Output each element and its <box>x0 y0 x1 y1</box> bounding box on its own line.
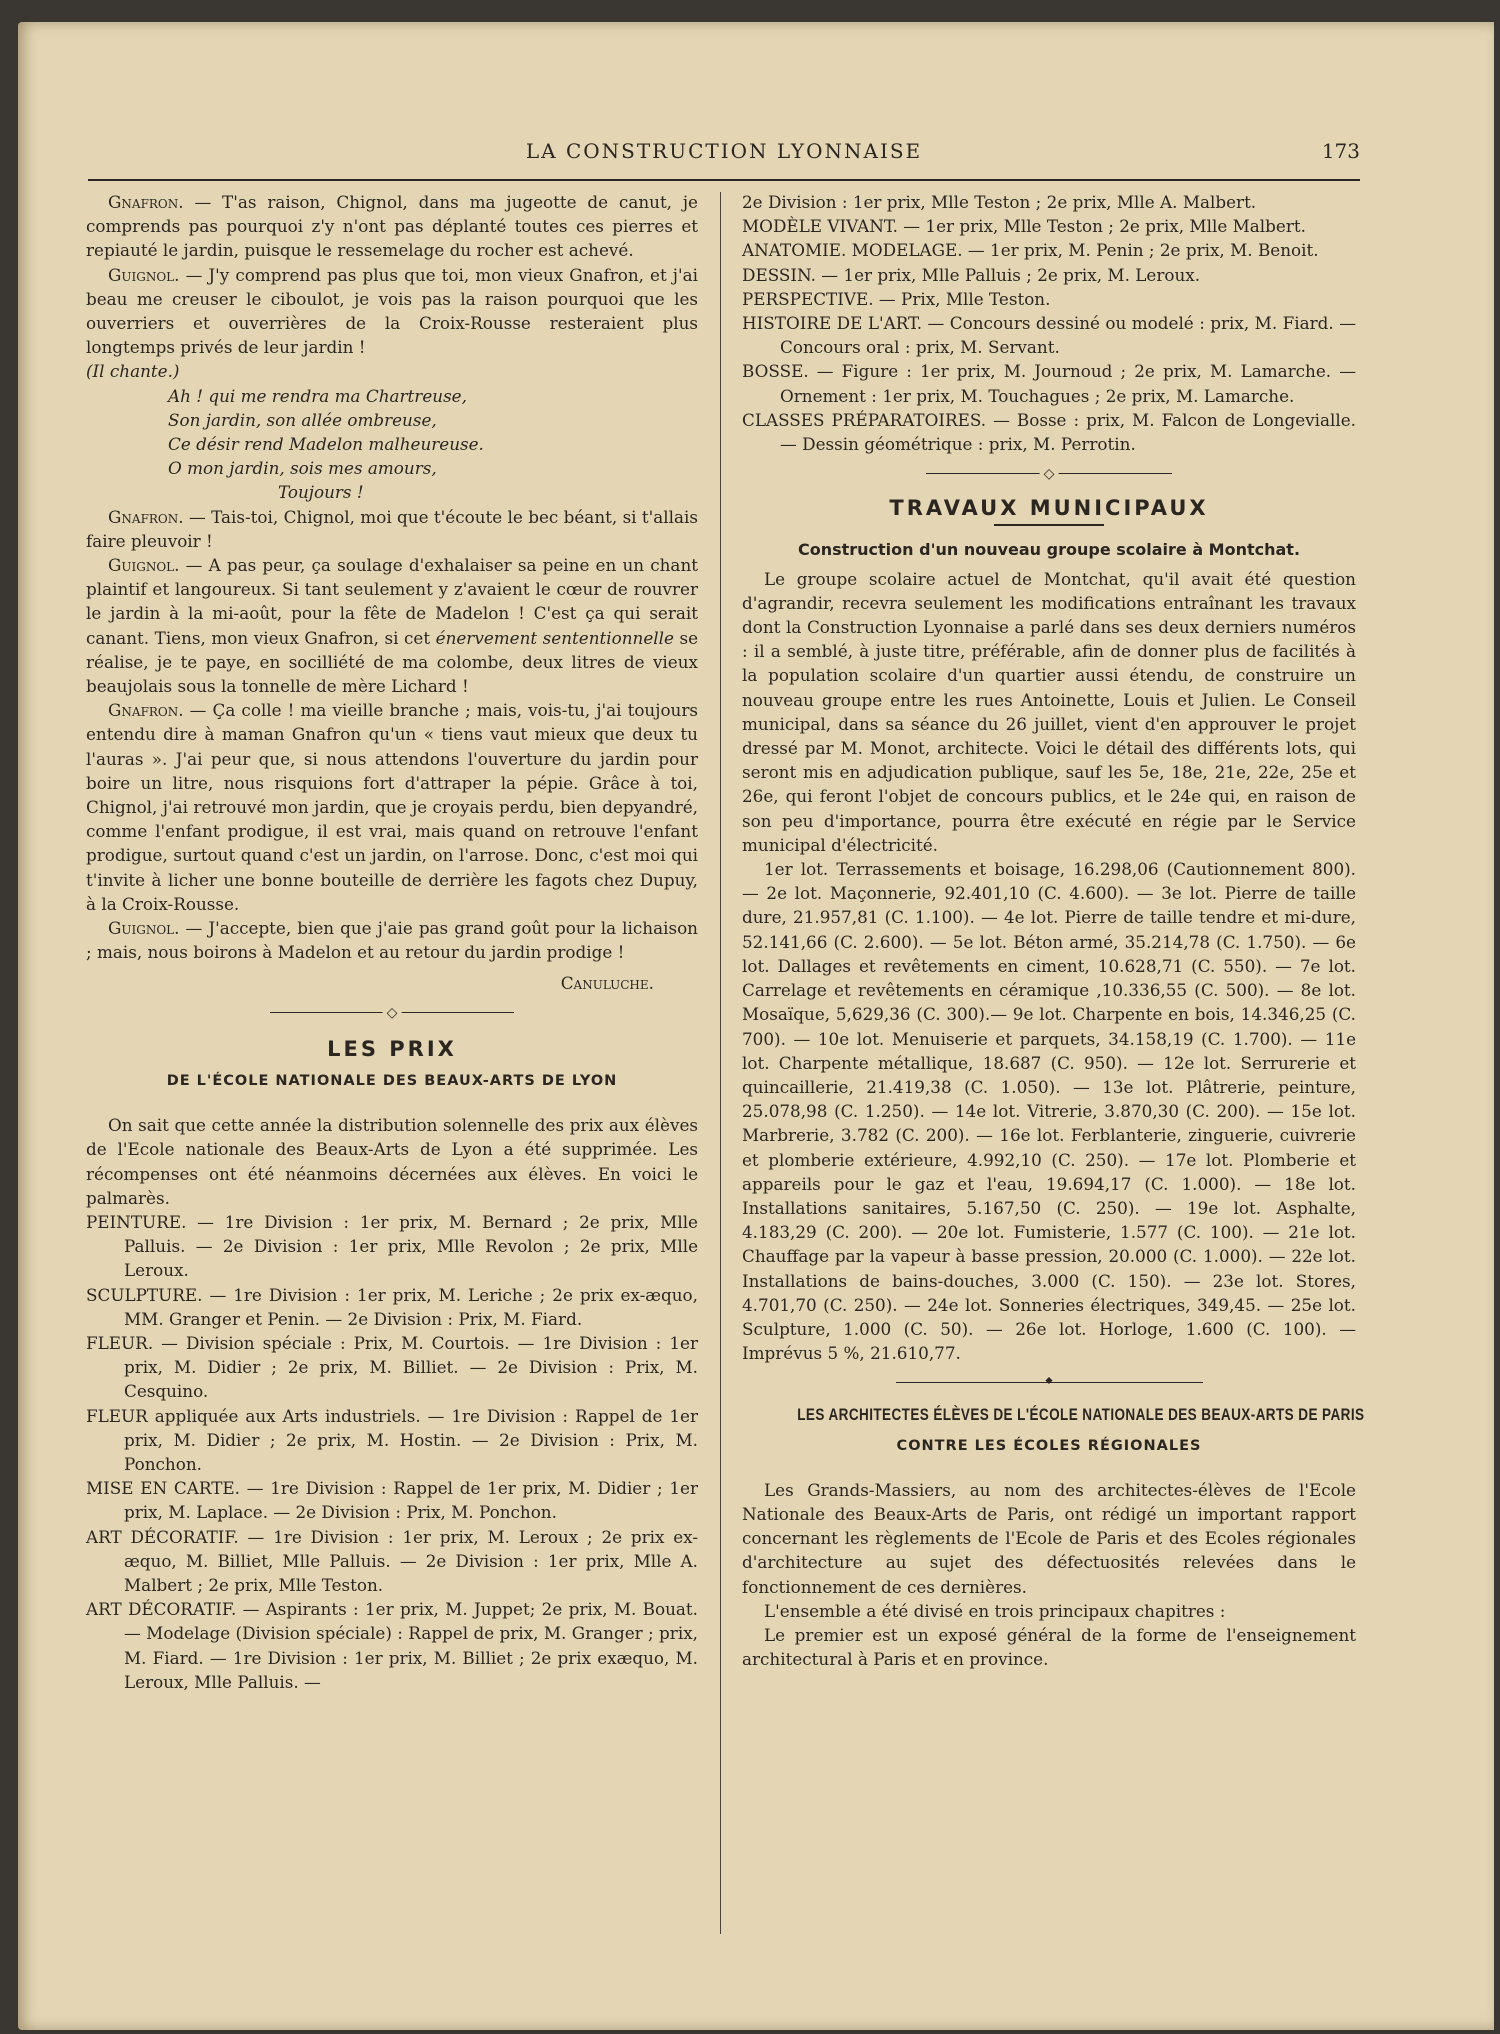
dialogue-text: — Ça colle ! ma vieille branche ; mais, vois-tu, j'ai toujours entendu dire à maman Gnafron qu'un « tiens vaut mieux que deux tu l'auras ». J'ai peur que, si nous attendons l'ouverture du jardin pour boire un litre, nous risquions fort d'attraper la pépie. Grâce à toi, Chignol, j'ai retrouvé mon jardin, que je croyais perdu, bien depyandré, comme l'enfant prodigue, il est vrai, mais quand on retrouve l'enfant prodigue, surtout quand c'est un jardin, on l'arrose. Donc, c'est moi qui t'invite à licher une bonne bouteille de derrière les fagots chez Dupuy, à la Croix-Rousse. <box>86 700 698 914</box>
speaker-name: Gnafron. <box>108 506 184 527</box>
right-column <box>742 190 1365 1671</box>
prize-entry: PEINTURE. — 1re Division : 1er prix, M. Bernard ; 2e prix, Mlle Palluis. — 2e Division : 1er prix, Mlle Revolon ; 2e prix, Mlle Leroux. <box>86 1211 698 1281</box>
dialogue-line <box>86 263 698 360</box>
diamond-ornament <box>1045 1377 1052 1384</box>
song-verse <box>86 384 698 505</box>
prize-entry: PERSPECTIVE. — Prix, Mlle Teston. <box>742 288 1051 309</box>
section-subtitle: Construction d'un nouveau groupe scolaire à Montchat. <box>797 540 1301 560</box>
stage-direction: (Il chante.) <box>86 361 180 382</box>
dialogue-text: — J'accepte, bien que j'aie pas grand goût pour la lichaison ; mais, nous boirons à Madelon et au retour du jardin prodige ! <box>86 918 698 963</box>
dialogue-text: se réalise, je te paye, en socilliété de ma colombe, deux litres de vieux beaujolais sous la tonnelle de mère Lichard ! <box>86 627 699 697</box>
italic-phrase: énervement sententionnelle <box>435 627 674 648</box>
diamond-ornament: ◇ <box>1040 462 1059 486</box>
prize-entry: FLEUR. — Division spéciale : Prix, M. Courtois. — 1re Division : 1er prix, M. Didier ; 2e prix, M. Billiet. — 2e Division : Prix, M. Cesquino. <box>86 1332 698 1402</box>
paragraph: Le groupe scolaire actuel de Montchat, qu'il avait été question d'agrandir, recevra seulement les modifications entraînant les travaux dont la Construction Lyonnaise a parlé dans ses deux derniers numéros : il a semblé, à juste titre, préférable, afin de donner plus de facilités à la population scolaire d'un quartier aussi étendu, de construire un nouveau groupe entre les rues Antoinette, Louis et Julien. Le Conseil municipal, dans sa séance du 26 juillet, vient d'en approuver le projet dressé par M. Monot, architecte. Voici le détail des différents lots, qui seront mis en adjudication publique, sauf les 5e, 18e, 21e, 22e, 25e et 26e, qui feront l'objet de concours publics, et le 24e qui, en raison de son peu d'importance, pourra être exécuté en régie par le Service municipal d'électricité. <box>742 568 1356 855</box>
prize-entry: ART DÉCORATIF. — 1re Division : 1er prix, M. Leroux ; 2e prix ex-æquo, M. Billiet, Mlle Palluis. — 2e Division : 1er prix, Mlle A. Malbert ; 2e prix, Mlle Teston. <box>86 1526 698 1595</box>
dialogue-line <box>86 505 698 553</box>
prize-entry: BOSSE. — Figure : 1er prix, M. Journoud ; 2e prix, M. Lamarche. — Ornement : 1er prix, M. Touchagues ; 2e prix, M. Lamarche. <box>742 361 1356 406</box>
prize-entry: 2e Division : 1er prix, Mlle Teston ; 2e prix, Mlle A. Malbert. <box>742 192 1257 212</box>
paragraph: On sait que cette année la distribution solennelle des prix aux élèves de l'Ecole nationale des Beaux-Arts de Lyon a été supprimée. Les récompenses ont été néanmoins décernées aux élèves. En voici le palmarès. <box>86 1115 698 1208</box>
page <box>18 22 1494 2030</box>
section-subtitle: DE L'ÉCOLE NATIONALE DES BEAUX-ARTS DE LYON <box>166 1072 618 1089</box>
dialogue-line <box>86 698 698 916</box>
section-subtitle: CONTRE LES ÉCOLES RÉGIONALES <box>896 1437 1202 1454</box>
section-title: TRAVAUX MUNICIPAUX <box>889 496 1209 521</box>
section-title: LES ARCHITECTES ÉLÈVES DE L'ÉCOLE NATIONALE DES BEAUX-ARTS DE PARIS <box>797 1406 1365 1425</box>
paragraph: 1er lot. Terrassements et boisage, 16.298,06 (Cautionnement 800). — 2e lot. Maçonnerie, 92.401,10 (C. 4.600). — 3e lot. Pierre de taille dure, 21.957,81 (C. 1.100). — 4e lot. Pierre de taille tendre et mi-dure, 52.141,66 (C. 2.600). — 5e lot. Béton armé, 35.214,78 (C. 1.750). — 6e lot. Dallages et revêtements en ciment, 10.628,71 (C. 550). — 7e lot. Carrelage et revêtements en céramique ,10.336,55 (C. 500). — 8e lot. Mosaïque, 5,629,36 (C. 300).— 9e lot. Charpente en bois, 14.346,25 (C. 700). — 10e lot. Menuiserie et parquets, 34.158,19 (C. 1.700). — 11e lot. Charpente métallique, 18.687 (C. 950). — 12e lot. Serrurerie et quincaillerie, 21.419,38 (C. 1.050). — 13e lot. Plâtrerie, peinture, 25.078,98 (C. 1.250). — 14e lot. Vitrerie, 3.870,30 (C. 200). — 15e lot. Marbrerie, 3.782 (C. 200). — 16e lot. Ferblanterie, zinguerie, cuivrerie et plomberie extérieure, 4.992,10 (C. 250). — 17e lot. Plomberie et appareils pour le gaz et l'eau, 19.694,17 (C. 1.000). — 18e lot. Installations sanitaires, 5.167,50 (C. 250). — 19e lot. Asphalte, 4.183,29 (C. 200). — 20e lot. Fumisterie, 1.577 (C. 100). — 21e lot. Chauffage par la vapeur à basse pression, 20.000 (C. 1.000). — 22e lot. Installations de bains-douches, 3.000 (C. 150). — 23e lot. Stores, 4.701,70 (C. 250). — 24e lot. Sonneries électriques, 349,45. — 25e lot. Sculpture, 1.000 (C. 50). — 26e lot. Horloge, 1.600 (C. 100). — Imprévus 5 %, 21.610,77. <box>742 859 1356 1364</box>
prize-entry: CLASSES PRÉPARATOIRES. — Bosse : prix, M. Falcon de Longevialle. — Dessin géométrique : prix, M. Perrotin. <box>742 409 1356 455</box>
left-column <box>86 190 698 1694</box>
verse-line: O mon jardin, sois mes amours, <box>168 458 437 479</box>
dialogue-line <box>86 190 698 263</box>
verse-line: Son jardin, son allée ombreuse, <box>168 409 437 430</box>
running-header <box>88 117 1360 181</box>
running-title: LA CONSTRUCTION LYONNAISE <box>525 139 923 163</box>
section-divider <box>742 1375 1356 1389</box>
diamond-ornament: ◇ <box>383 1001 402 1025</box>
title-underline <box>994 524 1104 526</box>
prize-entry: SCULPTURE. — 1re Division : 1er prix, M. Leriche ; 2e prix ex-æquo, MM. Granger et Penin. — 2e Division : Prix, M. Fiard. <box>86 1284 698 1329</box>
paragraph: L'ensemble a été divisé en trois principaux chapitres : <box>764 1600 1226 1621</box>
prize-entry: MODÈLE VIVANT. — 1er prix, Mlle Teston ; 2e prix, Mlle Malbert. <box>742 216 1306 237</box>
paragraph: Les Grands-Massiers, au nom des architectes-élèves de l'Ecole Nationale des Beaux-Arts de Paris, ont rédigé un important rapport concernant les règlements de l'Ecole de Paris et des Ecoles régionales d'architecture au sujet des défectuosités relevées dans le fonctionnement de ces dernières. <box>742 1479 1356 1597</box>
dialogue-line <box>86 916 698 964</box>
dialogue-text: — A pas peur, ça soulage d'exhalaiser sa peine en un chant plaintif et langoureux. Si tant seulement y z'avaient le cœur de rouvrer le jardin à la mi-août, pour la fête de Madelon ! C'est ça qui serait canant. Tiens, mon vieux Gnafron, si cet <box>86 555 698 648</box>
prize-entry: MISE EN CARTE. — 1re Division : Rappel de 1er prix, M. Didier ; 1er prix, M. Laplace. — 2e Division : Prix, M. Ponchon. <box>86 1478 698 1523</box>
verse-line: Ce désir rend Madelon malheureuse. <box>168 434 484 455</box>
speaker-name: Guignol. <box>108 555 180 576</box>
author-signature: Canuluche. <box>560 972 654 993</box>
speaker-name: Gnafron. <box>108 192 184 212</box>
verse-line: Toujours ! <box>278 482 364 503</box>
prize-entry: HISTOIRE DE L'ART. — Concours dessiné ou modelé : prix, M. Fiard. — Concours oral : prix, M. Servant. <box>742 313 1356 358</box>
verse-line: Ah ! qui me rendra ma Chartreuse, <box>168 385 467 406</box>
dialogue-text: — T'as raison, Chignol, dans ma jugeotte de canut, je comprends pas pourquoi z'y n'ont pas déplanté toutes ces pierres et repiauté le jardin, puisque le ressemelage du rocher est achevé. <box>86 192 698 261</box>
dialogue-text: — J'y comprend pas plus que toi, mon vieux Gnafron, et j'ai beau me creuser le ciboulot, je vois pas la raison pourquoi que les ouverriers et ouverrières de la Croix-Rousse resteraient plus longtemps privés de leur jardin ! <box>86 264 698 358</box>
section-title: LES PRIX <box>327 1036 457 1061</box>
prize-entry: ANATOMIE. MODELAGE. — 1er prix, M. Penin ; 2e prix, M. Benoit. <box>742 240 1319 261</box>
speaker-name: Guignol. <box>108 918 180 939</box>
section-divider <box>742 462 1356 484</box>
dialogue-line <box>86 553 698 698</box>
prize-entry: DESSIN. — 1er prix, Mlle Palluis ; 2e prix, M. Leroux. <box>742 264 1201 285</box>
speaker-name: Guignol. <box>108 264 180 285</box>
prize-entry: ART DÉCORATIF. — Aspirants : 1er prix, M. Juppet; 2e prix, M. Bouat. — Modelage (Division spéciale) : Rappel de prix, M. Granger ; prix, M. Fiard. — 1re Division : 1er prix, M. Billiet ; 2e prix exæquo, M. Leroux, Mlle Palluis. — <box>86 1599 698 1692</box>
page-number: 173 <box>1321 139 1360 163</box>
column-divider <box>720 192 721 1934</box>
dialogue-text: — Tais-toi, Chignol, moi que t'écoute le bec béant, si t'allais faire pleuvoir ! <box>86 506 698 551</box>
section-divider <box>86 1001 698 1023</box>
prize-entry: FLEUR appliquée aux Arts industriels. — 1re Division : Rappel de 1er prix, M. Didier ; 2e prix, M. Hostin. — 2e Division : Prix, M. Ponchon. <box>86 1405 698 1474</box>
speaker-name: Gnafron. <box>108 700 184 721</box>
paragraph: Le premier est un exposé général de la forme de l'enseignement architectural à Paris et en province. <box>742 1624 1356 1670</box>
